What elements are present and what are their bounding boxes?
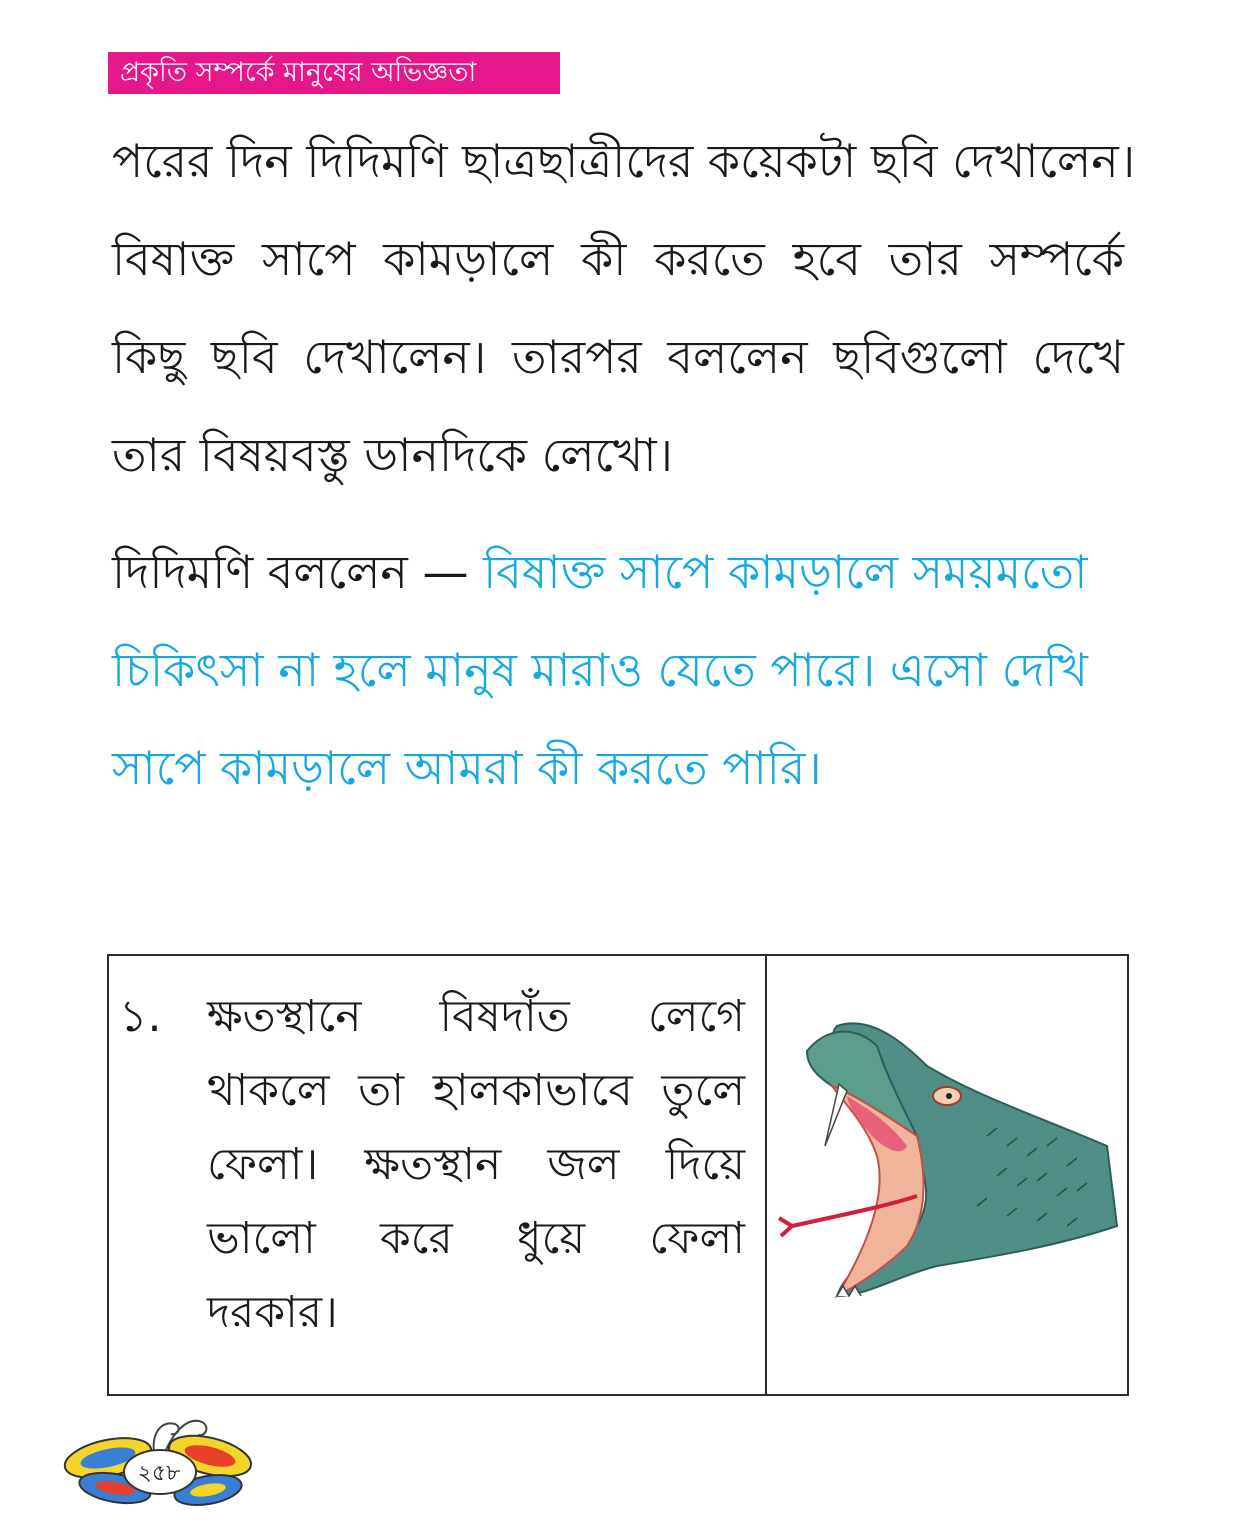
quote-text-1: বিষাক্ত সাপে কামড়ালে সময়মতো xyxy=(483,545,1088,599)
intro-line-3: কিছু ছবি দেখালেন। তারপর বললেন ছবিগুলো দেখে xyxy=(112,330,1124,384)
intro-line-2: বিষাক্ত সাপে কামড়ালে কী করতে হবে তার সম্পর্কে xyxy=(112,232,1124,286)
step-line-4: ভালো করে ধুয়ে ফেলা xyxy=(207,1213,745,1264)
step-line-1: ক্ষতস্থানে বিষদাঁত লেগে xyxy=(207,991,745,1042)
quote-line-2: চিকিৎসা না হলে মানুষ মারাও যেতে পারে। এসো দেখি xyxy=(112,643,1088,697)
speaker-label: দিদিমণি বললেন — xyxy=(112,545,484,599)
intro-line-1: পরের দিন দিদিমণি ছাত্রছাত্রীদের কয়েকটা ছবি দেখালেন। xyxy=(112,134,1136,188)
step-number: ১. xyxy=(119,991,162,1042)
teacher-quote-paragraph xyxy=(112,523,1124,817)
step-line-5: দরকার। xyxy=(207,1287,338,1338)
snake-head-illustration xyxy=(777,996,1127,1316)
quote-line-1 xyxy=(112,523,1124,621)
step-line-2: থাকলে তা হালকাভাবে তুলে xyxy=(207,1065,745,1116)
page-number: ২৫৮ xyxy=(137,1461,181,1486)
quote-line-3: সাপে কামড়ালে আমরা কী করতে পারি। xyxy=(112,741,822,795)
intro-paragraph xyxy=(112,112,1136,504)
table-divider xyxy=(765,956,767,1394)
chapter-tag: প্রকৃতি সম্পর্কে মানুষের অভিজ্ঞতা xyxy=(108,52,560,94)
step-description xyxy=(207,980,745,1350)
intro-line-4: তার বিষয়বস্তু ডানদিকে লেখো। xyxy=(112,428,673,482)
step-line-3: ফেলা। ক্ষতস্থান জল দিয়ে xyxy=(207,1139,745,1190)
step-table xyxy=(107,954,1129,1396)
